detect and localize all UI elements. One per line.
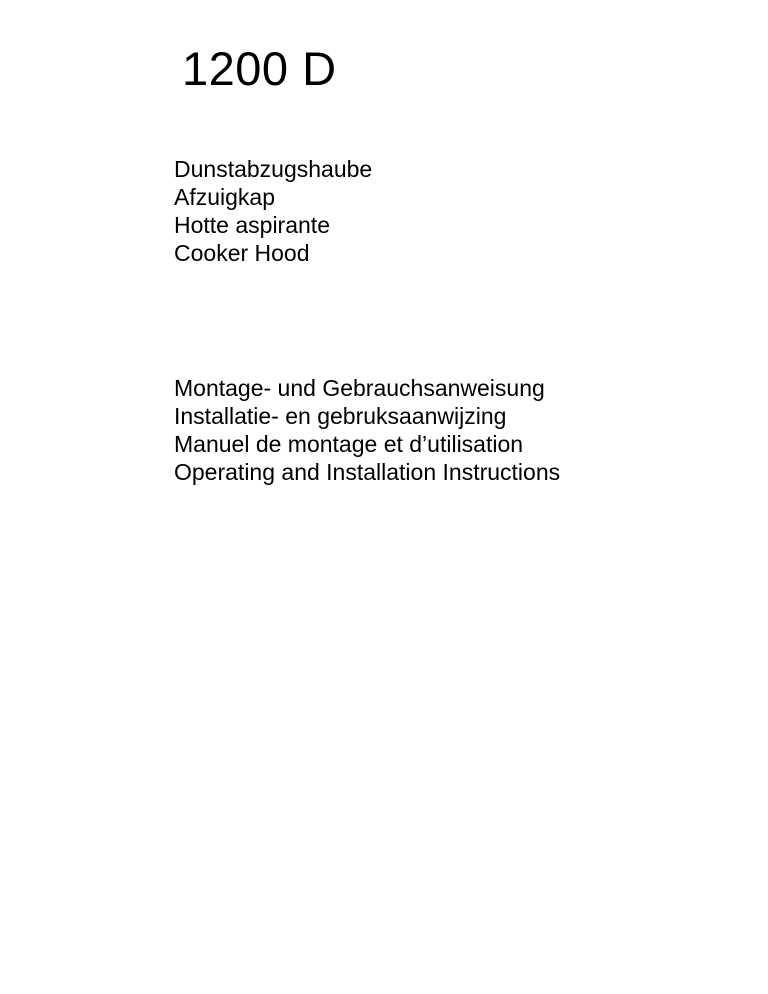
product-name-dutch: Afzuigkap <box>174 184 276 210</box>
product-name-german: Dunstabzugshaube <box>174 156 373 182</box>
manual-title-german: Montage- und Gebrauchsanweisung <box>174 375 545 401</box>
manual-title-french: Manuel de montage et d’utilisation <box>174 431 524 457</box>
product-name-english: Cooker Hood <box>174 240 310 266</box>
model-number: 1200 D <box>182 42 337 95</box>
manual-title-english: Operating and Installation Instructions <box>174 459 561 485</box>
manual-title-list <box>174 374 560 486</box>
manual-title-dutch: Installatie- en gebruksaanwijzing <box>174 403 507 429</box>
product-name-list <box>174 155 372 267</box>
product-name-french: Hotte aspirante <box>174 212 330 238</box>
